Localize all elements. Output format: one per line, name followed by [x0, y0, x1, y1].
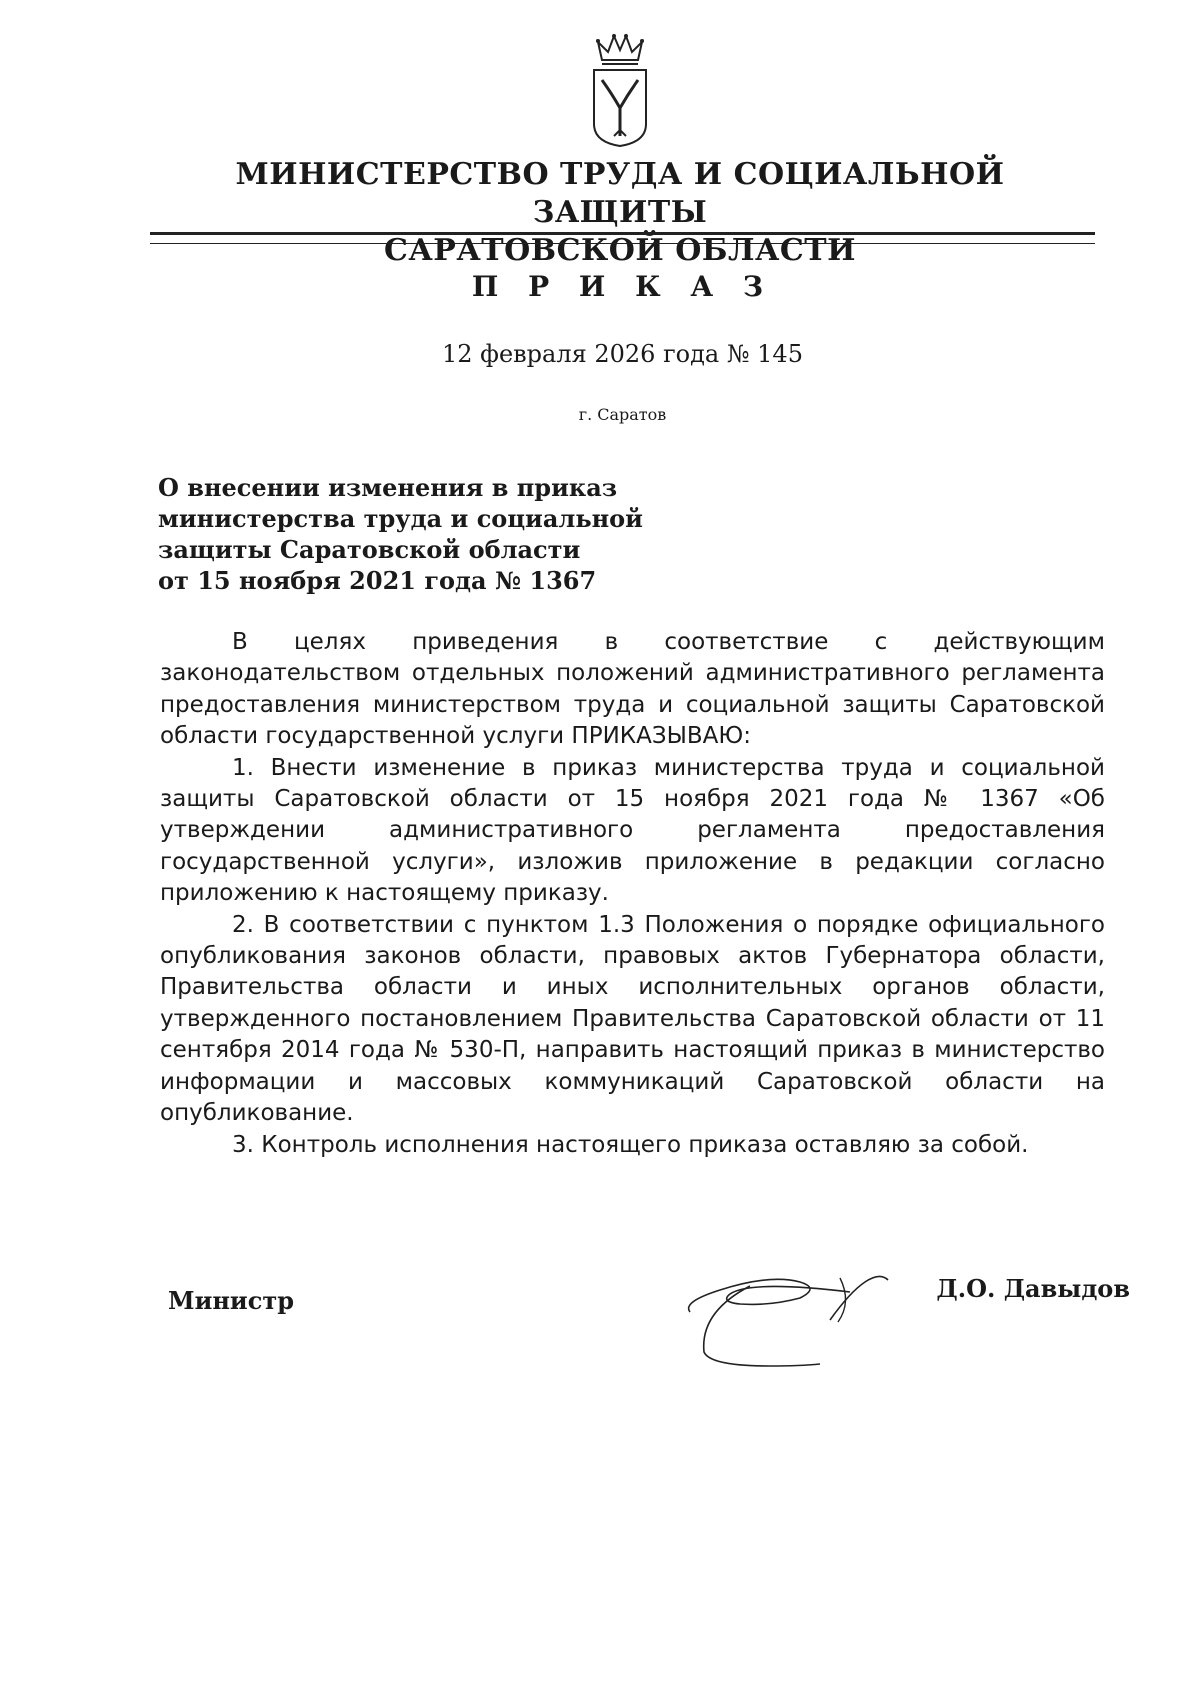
- signatory-name: Д.О. Давыдов: [936, 1274, 1130, 1303]
- header-divider-thin: [150, 243, 1095, 244]
- saratov-coat-of-arms-icon: [588, 32, 652, 150]
- order-item-2: 2. В соответствии с пунктом 1.3 Положения о порядке официального опубликования законов области, правовых актов Губернатора области, Правительства области и иных исполнительных органов области, утвержденного постановлением Правительства Саратовской области от 11 сентября 2014 года № 530-П, направить настоящий приказ в министерство информации и массовых коммуникаций Саратовской области на опубликование.: [160, 911, 1105, 1127]
- document-type: П Р И К А З: [471, 270, 774, 303]
- ministry-name-line-1: МИНИСТЕРСТВО ТРУДА И СОЦИАЛЬНОЙ ЗАЩИТЫ: [235, 157, 1005, 230]
- ministry-name-line-2: САРАТОВСКОЙ ОБЛАСТИ: [384, 233, 856, 268]
- subject-line: О внесении изменения в приказ: [158, 473, 618, 502]
- document-date-number: 12 февраля 2026 года № 145: [442, 340, 803, 368]
- header-divider-thick: [150, 232, 1095, 235]
- ministry-name: [150, 156, 1090, 270]
- subject-line: защиты Саратовской области: [158, 535, 581, 564]
- signatory-title: Министр: [168, 1286, 294, 1315]
- document-body: [160, 627, 1105, 1161]
- preamble-paragraph: В целях приведения в соответствие с действующим законодательством отдельных положений административного регламента предоставления министерством труда и социальной защиты Саратовской области государственной услуги ПРИКАЗЫВАЮ:: [160, 629, 1105, 750]
- handwritten-signature-icon: [680, 1262, 930, 1382]
- order-item-3: 3. Контроль исполнения настоящего приказа оставляю за собой.: [232, 1131, 1029, 1158]
- document-subject: [158, 472, 678, 596]
- order-item-1: 1. Внести изменение в приказ министерства труда и социальной защиты Саратовской области от 15 ноября 2021 года № 1367 «Об утверждении административного регламента предоставления государственной услуги», изложив приложение в редакции согласно приложению к настоящему приказу.: [160, 754, 1105, 907]
- subject-line: министерства труда и социальной: [158, 504, 643, 533]
- subject-line: от 15 ноября 2021 года № 1367: [158, 566, 597, 595]
- document-city: г. Саратов: [578, 405, 667, 424]
